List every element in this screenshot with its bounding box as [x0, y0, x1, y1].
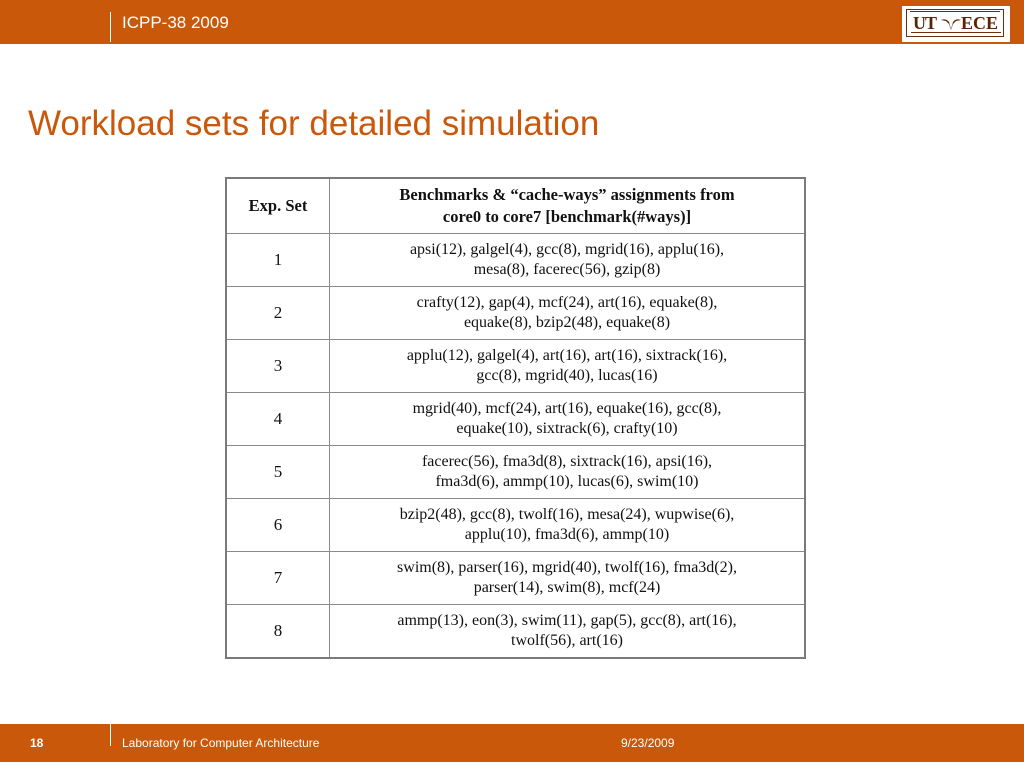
- header-divider: [110, 12, 111, 42]
- table-row: [226, 234, 805, 287]
- exp-set-number: 2: [273, 302, 283, 322]
- benchmarks-line1: applu(12), galgel(4), art(16), art(16), sixtrack(16),: [406, 346, 728, 364]
- table-header-row: [226, 178, 805, 234]
- exp-set-number: 3: [273, 355, 283, 375]
- slide-title: Workload sets for detailed simulation: [28, 104, 600, 143]
- logo-ut-text: UT: [913, 13, 937, 33]
- exp-set-number: 1: [273, 249, 283, 269]
- lab-name: Laboratory for Computer Architecture: [122, 736, 320, 750]
- header-benchmarks: [330, 178, 806, 234]
- cell-benchmarks: [330, 446, 806, 499]
- cell-benchmarks: [330, 287, 806, 340]
- header-benchmarks-line1: Benchmarks & “cache-ways” assignments from: [399, 185, 735, 204]
- table-row: [226, 340, 805, 393]
- table-row: [226, 499, 805, 552]
- benchmarks-line2: parser(14), swim(8), mcf(24): [473, 579, 661, 596]
- cell-exp-set: [226, 552, 330, 605]
- page-number: 18: [30, 736, 44, 750]
- exp-set-number: 4: [273, 408, 283, 428]
- cell-exp-set: [226, 340, 330, 393]
- exp-set-number: 7: [273, 567, 283, 587]
- cell-benchmarks: [330, 499, 806, 552]
- slide-date: 9/23/2009: [621, 736, 675, 750]
- benchmarks-line1: crafty(12), gap(4), mcf(24), art(16), equake(8),: [416, 293, 718, 311]
- header-exp-set: Exp. Set: [226, 178, 330, 234]
- benchmarks-line2: twolf(56), art(16): [511, 632, 623, 649]
- cell-exp-set: [226, 499, 330, 552]
- cell-benchmarks: [330, 234, 806, 287]
- footer-divider: [110, 724, 111, 746]
- table-row: [226, 605, 805, 659]
- cell-benchmarks: [330, 393, 806, 446]
- cell-exp-set: [226, 287, 330, 340]
- benchmarks-line1: bzip2(48), gcc(8), twolf(16), mesa(24), wupwise(6),: [399, 505, 735, 523]
- cell-exp-set: [226, 234, 330, 287]
- ut-ece-logo: [902, 6, 1010, 42]
- benchmarks-line1: swim(8), parser(16), mgrid(40), twolf(16), fma3d(2),: [397, 558, 737, 576]
- exp-set-number: 5: [273, 461, 283, 481]
- benchmarks-line2: equake(10), sixtrack(6), crafty(10): [456, 420, 678, 437]
- benchmarks-line1: apsi(12), galgel(4), gcc(8), mgrid(16), applu(16),: [409, 240, 725, 258]
- table-row: [226, 393, 805, 446]
- table-row: [226, 552, 805, 605]
- cell-exp-set: [226, 446, 330, 499]
- logo-ece-text: ECE: [961, 13, 999, 33]
- cell-exp-set: [226, 393, 330, 446]
- benchmarks-line1: ammp(13), eon(3), swim(11), gap(5), gcc(8), art(16),: [397, 611, 737, 629]
- footer-bar: [0, 724, 1024, 762]
- exp-set-number: 8: [273, 620, 283, 640]
- cell-benchmarks: [330, 340, 806, 393]
- exp-set-number: 6: [273, 514, 283, 534]
- benchmarks-line2: gcc(8), mgrid(40), lucas(16): [476, 367, 658, 384]
- cell-benchmarks: [330, 605, 806, 659]
- cell-benchmarks: [330, 552, 806, 605]
- longhorn-icon: [941, 17, 961, 31]
- conference-label: ICPP-38 2009: [122, 13, 229, 32]
- benchmarks-line2: fma3d(6), ammp(10), lucas(6), swim(10): [435, 473, 699, 490]
- table-row: [226, 446, 805, 499]
- logo-subtitle-band: [911, 32, 1001, 37]
- workload-table: [225, 177, 806, 659]
- benchmarks-line1: mgrid(40), mcf(24), art(16), equake(16), gcc(8),: [412, 399, 722, 417]
- logo-frame: [906, 9, 1004, 37]
- header-benchmarks-line2: core0 to core7 [benchmark(#ways)]: [442, 207, 692, 226]
- benchmarks-line1: facerec(56), fma3d(8), sixtrack(16), apsi(16),: [421, 452, 713, 470]
- benchmarks-line2: equake(8), bzip2(48), equake(8): [463, 314, 671, 331]
- table-row: [226, 287, 805, 340]
- cell-exp-set: [226, 605, 330, 659]
- benchmarks-line2: mesa(8), facerec(56), gzip(8): [473, 261, 661, 278]
- workload-table-container: [225, 177, 806, 659]
- header-bar: [0, 0, 1024, 44]
- benchmarks-line2: applu(10), fma3d(6), ammp(10): [464, 526, 670, 543]
